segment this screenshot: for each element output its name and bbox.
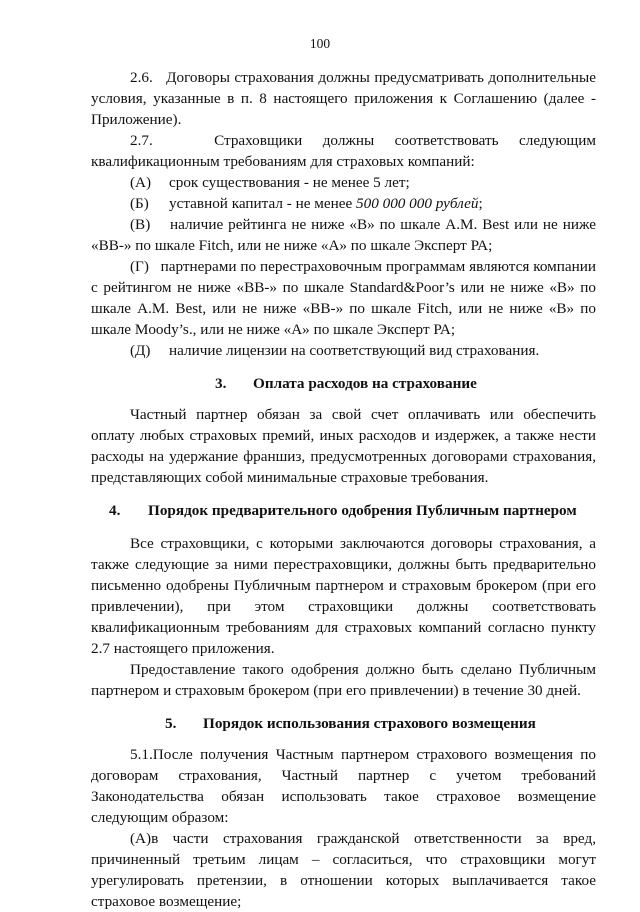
paragraph-3: Частный партнер обязан за свой счет оплачивать или обеспечить оплату любых страховых премий, иных расходов и издержек, а также нести расходы на удержание франшиз, предусмотренных договорами страхования, представляющих собой минимальные страховые требования. [91,406,596,486]
section-heading-3 [91,373,596,394]
list-marker: (Б) [130,195,149,212]
paragraph-2-7-second-line: квалификационным требованиям для страховых компаний: [91,153,475,170]
paragraph-5-1: 5.1.После получения Частным партнером страхового возмещения по договорам страхования, Частный партнер с учетом требований Законодательства обязан использовать такое страховое возмещение следующим образом: [91,746,596,826]
document-body [91,67,596,912]
list-marker: (А) [130,174,152,191]
paragraph-2-6: 2.6. Договоры страхования должны предусматривать дополнительные условия, указанные в п. 8 настоящего приложения к Соглашению (далее - Приложение). [91,69,596,128]
section-title: Порядок предварительного одобрения Публичным партнером [148,502,577,519]
list-item-a [91,172,596,193]
list-text: наличие лицензии на соответствующий вид страхования. [169,342,540,359]
section-number: 3. [215,375,227,392]
list-item-v [91,214,596,256]
section-heading-5 [91,713,596,734]
section-title: Оплата расходов на страхование [253,375,477,392]
list-item-d [91,340,596,361]
section-heading-4 [91,500,596,521]
paragraph-4-a: Все страховщики, с которыми заключаются договоры страхования, а также следующие за ними перестраховщики, должны быть предварительно письменно одобрены Публичным партнером и страховым брокером (при его привлечении), при этом страховщики должны соответствовать квалификационным требованиям для страховых компаний согласно пункту 2.7 настоящего приложения. [91,535,596,657]
list-text-end: ; [478,195,483,212]
list-item-b [91,193,596,214]
list-text: срок существования - не менее 5 лет; [169,174,410,191]
section-number: 5. [165,715,177,732]
list-text-italic: 500 000 000 рублей [356,195,479,212]
list-marker: (В) [130,216,151,233]
list-item-g: (Г) партнерами по перестраховочным программам являются компании с рейтингом не ниже «ВВ-» по шкале Standard&Poor’s или не ниже «В» по шкале A.M. Best, или не ниже «ВВ-» по шкале Fitch, или не ниже «В» по шкале Moody’s., или не ниже «А» по шкале Эксперт РА; [91,258,596,338]
list-marker: (Д) [130,342,151,359]
page-number: 100 [309,36,331,51]
section-number: 4. [109,502,121,519]
list-text: наличие рейтинга не ниже «В» по шкале A.M. Best или не ниже «ВВ-» по шкале Fitch, или не ниже «А» по шкале Эксперт РА; [91,216,597,254]
paragraph-4-b: Предоставление такого одобрения должно быть сделано Публичным партнером и страховым брокером (при его привлечении) в течение 30 дней. [91,661,596,699]
section-title: Порядок использования страхового возмещения [203,715,536,732]
list-text-plain: уставной капитал - не менее [169,195,357,212]
list-text [169,193,596,214]
paragraph-5-1-a: (А)в части страхования гражданской ответственности за вред, причиненный третьим лицам – согласиться, что страховщики могут урегулировать претензии, в отношении которых выплачивается такое страховое возмещение; [91,830,596,910]
paragraph-2-7-first-line: 2.7. Страховщики должны соответствовать следующим [130,132,596,149]
